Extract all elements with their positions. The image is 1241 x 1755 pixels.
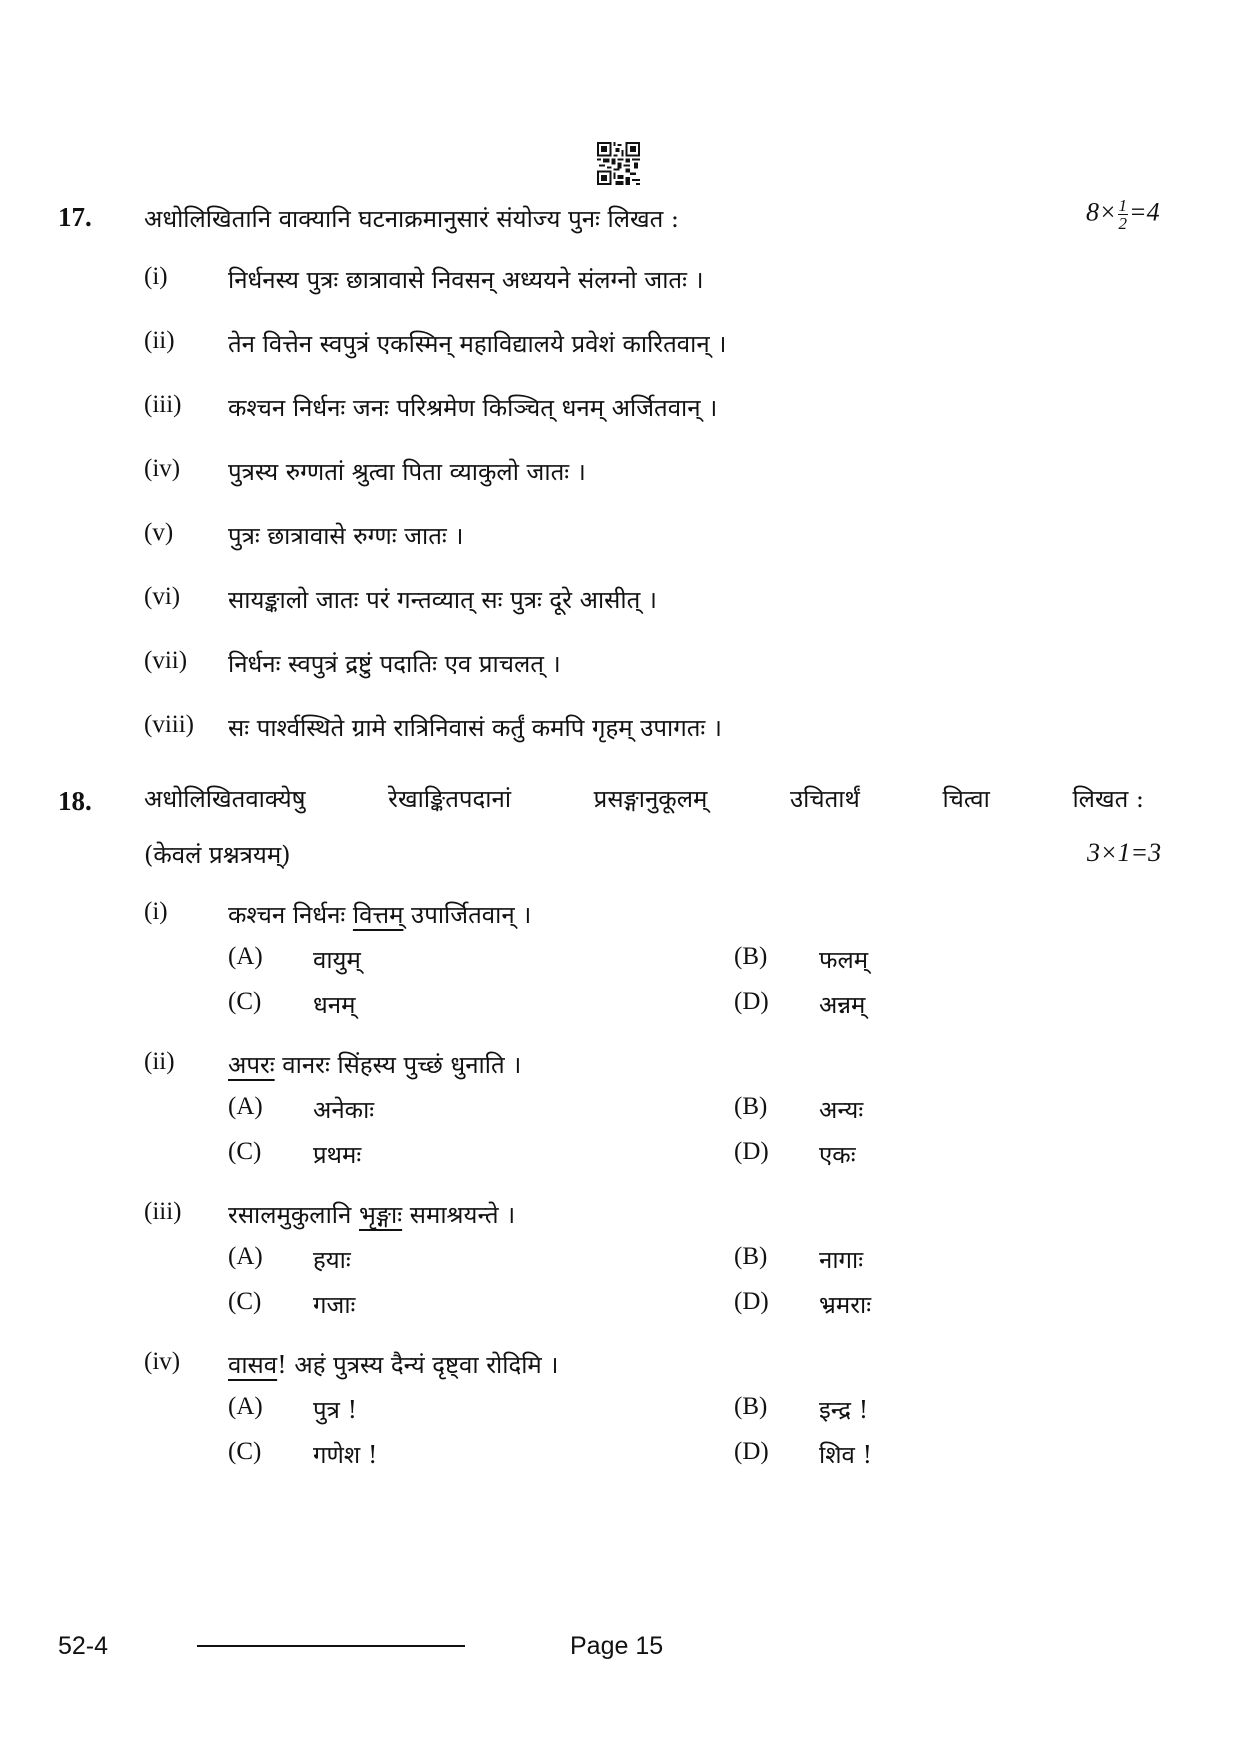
underlined-word: अपरः xyxy=(228,1051,275,1079)
option-text: प्रथमः xyxy=(313,1141,362,1169)
item-label: (iv) xyxy=(144,1348,181,1375)
option-label: (B) xyxy=(734,1393,768,1420)
option-text: पुत्र ! xyxy=(313,1396,358,1424)
item-label: (i) xyxy=(144,263,168,290)
option-text: अन्नम् xyxy=(819,991,866,1019)
item-text: सायङ्कालो जातः परं गन्तव्यात् सः पुत्रः दूरे आसीत् । xyxy=(228,586,657,614)
item-text xyxy=(228,1348,559,1381)
question-number: 18. xyxy=(58,786,92,816)
option-label: (A) xyxy=(228,1093,263,1120)
question-note: (केवलं प्रश्नत्रयम्) xyxy=(144,841,291,869)
item-label: (ii) xyxy=(144,327,175,354)
question-word: लिखत : xyxy=(1072,785,1144,813)
text-pre: कश्चन निर्धनः xyxy=(228,901,353,929)
item-label: (viii) xyxy=(144,711,194,738)
option-text: अनेकाः xyxy=(313,1096,375,1124)
option-label: (C) xyxy=(228,1138,262,1165)
option-label: (B) xyxy=(734,1093,768,1120)
question-word: चित्वा xyxy=(942,785,990,813)
item-text: निर्धनः स्वपुत्रं द्रष्टुं पदातिः एव प्राचलत् । xyxy=(228,650,561,678)
option-label: (C) xyxy=(228,1438,262,1465)
item-text xyxy=(228,1198,515,1231)
item-label: (v) xyxy=(144,519,174,546)
option-text: अन्यः xyxy=(819,1096,864,1124)
question-text: अधोलिखितानि वाक्यानि घटनाक्रमानुसारं संयोज्य पुनः लिखत : xyxy=(144,205,680,233)
option-label: (B) xyxy=(734,1243,768,1270)
page-number: Page 15 xyxy=(570,1632,664,1660)
item-text: तेन वित्तेन स्वपुत्रं एकस्मिन् महाविद्यालये प्रवेशं कारितवान् । xyxy=(228,330,727,358)
question-word: उचितार्थं xyxy=(789,785,860,813)
underlined-word: वासव xyxy=(228,1351,278,1379)
question-marks xyxy=(1086,197,1160,232)
item-text: निर्धनस्य पुत्रः छात्रावासे निवसन् अध्ययने संलग्नो जातः । xyxy=(228,266,704,294)
option-label: (A) xyxy=(228,943,263,970)
text-post: समाश्रयन्ते । xyxy=(402,1201,516,1229)
question-number: 17. xyxy=(58,202,92,232)
option-label: (A) xyxy=(228,1243,263,1270)
option-text: नागाः xyxy=(819,1246,864,1274)
item-label: (i) xyxy=(144,898,168,925)
item-text: पुत्रस्य रुग्णतां श्रुत्वा पिता व्याकुलो जातः । xyxy=(228,458,586,486)
option-label: (D) xyxy=(734,988,769,1015)
option-text: एकः xyxy=(819,1141,856,1169)
footer-divider xyxy=(197,1645,465,1647)
text-post: ! अहं पुत्रस्य दैन्यं दृष्ट्वा रोदिमि । xyxy=(277,1351,559,1379)
option-label: (D) xyxy=(734,1288,769,1315)
option-label: (D) xyxy=(734,1138,769,1165)
underlined-word: वित्तम् xyxy=(352,901,404,929)
item-text: कश्चन निर्धनः जनः परिश्रमेण किञ्चित् धनम् अर्जितवान् । xyxy=(228,394,718,422)
item-label: (iii) xyxy=(144,1198,182,1225)
option-text: भ्रमराः xyxy=(819,1291,872,1319)
underlined-word: भृङ्गाः xyxy=(358,1201,403,1229)
item-label: (iv) xyxy=(144,455,181,482)
option-text: धनम् xyxy=(313,991,356,1019)
question-marks: 3×1=3 xyxy=(1087,838,1162,867)
qr-code-icon xyxy=(597,142,640,185)
text-pre: रसालमुकुलानि xyxy=(228,1201,359,1229)
marks-fraction xyxy=(1118,197,1129,232)
option-text: गणेश ! xyxy=(313,1441,378,1469)
option-text: फलम् xyxy=(819,946,869,974)
option-text: हयाः xyxy=(313,1246,351,1274)
item-text: पुत्रः छात्रावासे रुग्णः जातः । xyxy=(228,522,464,550)
question-word: अधोलिखितवाक्येषु xyxy=(144,785,306,813)
fraction-denominator: 2 xyxy=(1118,214,1128,233)
paper-code: 52-4 xyxy=(58,1632,109,1660)
marks-prefix: 8× xyxy=(1086,197,1117,227)
option-label: (B) xyxy=(734,943,768,970)
option-label: (C) xyxy=(228,988,262,1015)
question-word: रेखाङ्कितपदानां xyxy=(388,785,512,813)
item-text xyxy=(228,1048,521,1081)
option-label: (A) xyxy=(228,1393,263,1420)
item-text: सः पार्श्वस्थिते ग्रामे रात्रिनिवासं कर्तुं कमपि गृहम् उपागतः । xyxy=(228,714,722,742)
text-post: उपार्जितवान् । xyxy=(403,901,532,929)
item-label: (vii) xyxy=(144,647,188,674)
item-label: (ii) xyxy=(144,1048,175,1075)
option-text: शिव ! xyxy=(819,1441,873,1469)
option-label: (C) xyxy=(228,1288,262,1315)
item-label: (vi) xyxy=(144,583,181,610)
option-text: इन्द्र ! xyxy=(819,1396,869,1424)
marks-suffix: =4 xyxy=(1129,197,1160,227)
item-text xyxy=(228,898,531,931)
item-label: (iii) xyxy=(144,391,182,418)
question-word: प्रसङ्गानुकूलम् xyxy=(593,785,708,813)
option-label: (D) xyxy=(734,1438,769,1465)
fraction-numerator: 1 xyxy=(1118,196,1128,215)
option-text: वायुम् xyxy=(313,946,361,974)
question-text xyxy=(144,782,1144,815)
option-text: गजाः xyxy=(313,1291,356,1319)
text-post: वानरः सिंहस्य पुच्छं धुनाति । xyxy=(274,1051,522,1079)
